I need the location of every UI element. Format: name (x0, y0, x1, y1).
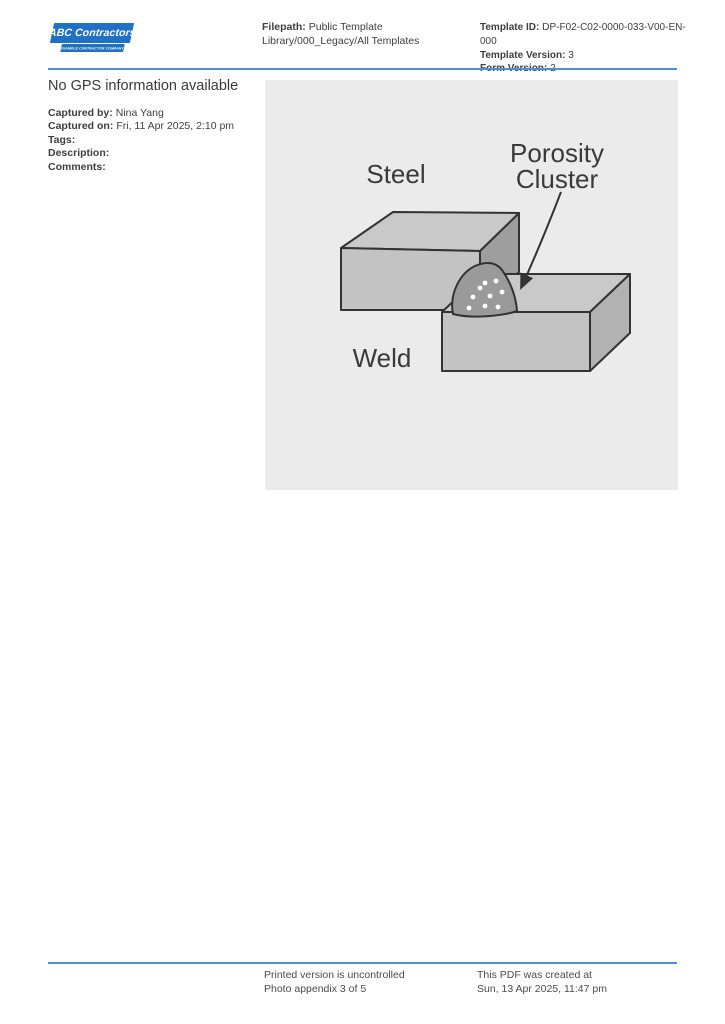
meta-row-captured-on (48, 120, 234, 133)
footer-page-indicator: Photo appendix 3 of 5 (264, 982, 367, 995)
diagram-label-cluster: Cluster (515, 164, 599, 194)
logo-banner (50, 23, 134, 43)
footer-right (477, 969, 607, 997)
meta-row-tags (48, 134, 234, 147)
gps-notice: No GPS information available (48, 78, 239, 94)
diagram-label-porosity: Porosity (510, 138, 604, 168)
meta-row-description (48, 147, 234, 160)
diagram-label-steel: Steel (366, 159, 426, 189)
description-label: Description: (48, 147, 110, 160)
meta-row-captured-by (48, 107, 234, 120)
logo-tagline: EXAMPLE CONTRACTOR COMPANY (60, 46, 125, 50)
weld-porosity-diagram (265, 80, 678, 490)
captured-on-value: Fri, 11 Apr 2025, 2:10 pm (116, 120, 235, 133)
template-id-value: DP-F02-C02-0000-033-V00-EN-000 (480, 22, 686, 47)
footer-left (264, 969, 405, 997)
footer-created-timestamp: Sun, 13 Apr 2025, 11:47 pm (477, 982, 607, 995)
comments-label: Comments: (48, 160, 106, 173)
captured-on-label: Captured on: (48, 120, 114, 133)
appendix-photo (265, 80, 678, 490)
company-logo (48, 23, 140, 57)
header-divider (48, 68, 677, 70)
logo-title: ABC Contractors (48, 27, 136, 39)
photo-metadata (48, 107, 234, 174)
tags-label: Tags: (48, 133, 76, 146)
template-version-value: 3 (568, 49, 574, 61)
captured-by-label: Captured by: (48, 107, 113, 119)
footer-created-label: This PDF was created at (477, 969, 592, 981)
filepath-value: Public Template Library/000_Legacy/All Templates (262, 21, 420, 47)
filepath-label: Filepath: (262, 21, 306, 33)
meta-row-comments (48, 161, 234, 174)
template-id-row (480, 21, 690, 49)
captured-by-value: Nina Yang (115, 107, 164, 119)
filepath-info (262, 21, 467, 48)
template-id-label: Template ID: (480, 22, 540, 33)
footer-uncontrolled-note: Printed version is uncontrolled (264, 969, 405, 981)
template-version-row (480, 49, 690, 63)
logo-tagline-ribbon (60, 44, 125, 52)
template-version-label: Template Version: (480, 49, 566, 61)
diagram-label-weld: Weld (352, 343, 412, 373)
footer-divider (48, 962, 677, 964)
